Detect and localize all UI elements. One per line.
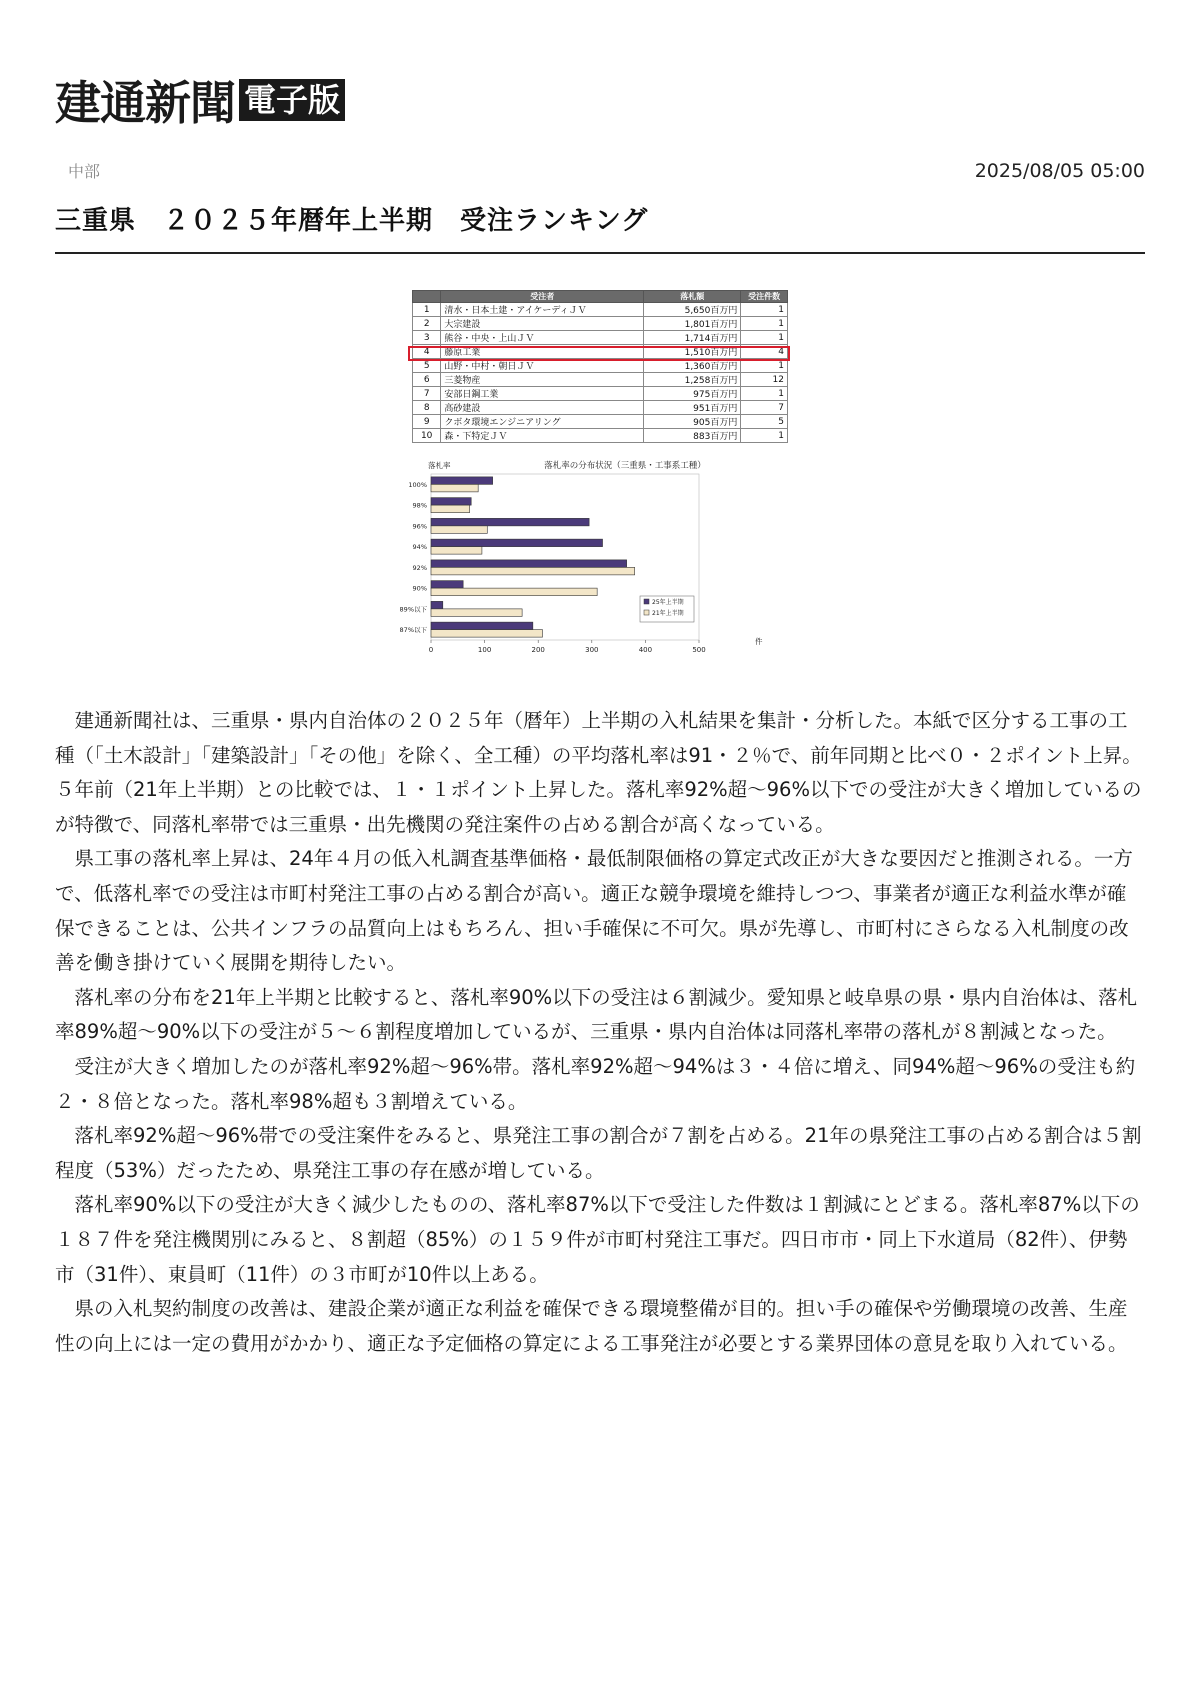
ranking-rank: 8 (413, 401, 441, 415)
masthead-logo (55, 72, 345, 128)
chart-x-tick-label: 0 (428, 646, 434, 654)
ranking-row (413, 331, 788, 345)
ranking-company: 森・下特定ＪＶ (441, 429, 644, 443)
chart-bar (431, 518, 589, 526)
chart-legend-swatch (644, 610, 649, 615)
ranking-count: 1 (741, 317, 788, 331)
ranking-company: 藤原工業 (441, 345, 644, 359)
article-category: 中部 (68, 162, 101, 181)
chart-bar (431, 526, 487, 534)
article-paragraph: 建通新聞社は、三重県・県内自治体の２０２５年（暦年）上半期の入札結果を集計・分析した。本紙で区分する工事の工種（「土木設計」「建築設計」「その他」を除く、全工種）の平均落札率は91・２％で、前年同期と比べ０・２ポイント上昇。５年前（21年上半期）との比較では、１・１ポイント上昇した。落札率92%超～96%以下での受注が大きく増加しているのが特徴で、同落札率帯では三重県・出先機関の発注案件の占める割合が高くなっている。 (55, 709, 1142, 836)
ranking-company: 山野・中村・朝日ＪＶ (441, 359, 644, 373)
chart-x-tick-label: 400 (638, 646, 653, 654)
ranking-count: 1 (741, 387, 788, 401)
chart-category-label: 94% (412, 543, 427, 552)
ranking-company: 清水・日本土建・アイケーディＪＶ (441, 303, 644, 317)
ranking-rank: 4 (413, 345, 441, 359)
article-paragraph: 落札率92%超～96%帯での受注案件をみると、県発注工事の割合が７割を占める。21年の県発注工事の占める割合は５割程度（53%）だったため、県発注工事の存在感が増している。 (55, 1124, 1142, 1182)
chart-bar (431, 484, 478, 492)
chart-bar (431, 622, 533, 630)
ranking-rank: 7 (413, 387, 441, 401)
chart-bar (431, 588, 597, 596)
ranking-row (413, 415, 788, 429)
ranking-header-amount: 落札額 (644, 291, 741, 303)
ranking-company: 熊谷・中央・上山ＪＶ (441, 331, 644, 345)
ranking-amount: 1,360百万円 (644, 359, 741, 373)
chart-category-label: 90% (412, 584, 427, 593)
ranking-company: 安部日鋼工業 (441, 387, 644, 401)
ranking-header-row (413, 291, 788, 303)
ranking-count: 5 (741, 415, 788, 429)
ranking-company: 高砂建設 (441, 401, 644, 415)
chart-bar (431, 630, 542, 638)
ranking-row (413, 303, 788, 317)
chart-y-axis-label: 落札率 (428, 461, 451, 470)
ranking-header-count: 受注件数 (741, 291, 788, 303)
article-date: 2025/08/05 05:00 (974, 160, 1145, 182)
chart-category-label: 100% (408, 480, 427, 489)
ranking-company: 三菱物産 (441, 373, 644, 387)
ranking-amount: 1,801百万円 (644, 317, 741, 331)
ranking-amount: 1,510百万円 (644, 345, 741, 359)
chart-bar (431, 581, 463, 589)
chart-legend-label: 25年上半期 (652, 599, 684, 606)
ranking-company: 大宗建設 (441, 317, 644, 331)
chart-legend-swatch (644, 599, 649, 604)
article-paragraph: 落札率90%以下の受注が大きく減少したものの、落札率87%以下で受注した件数は１割減にとどまる。落札率87%以下の１８７件を発注機関別にみると、８割超（85%）の１５９件が市町村発注工事だ。四日市市・同上下水道局（82件）、伊勢市（31件）、東員町（11件）の３市町が10件以上ある。 (55, 1193, 1140, 1286)
ranking-amount: 951百万円 (644, 401, 741, 415)
chart-x-tick-label: 300 (585, 646, 599, 654)
ranking-rank: 9 (413, 415, 441, 429)
chart-x-tick-label: 200 (531, 646, 545, 654)
masthead-edition: 電子版 (239, 79, 345, 121)
chart-bar (431, 601, 443, 609)
ranking-count: 1 (741, 429, 788, 443)
ranking-count: 1 (741, 303, 788, 317)
ranking-company: クボタ環境エンジニアリング (441, 415, 644, 429)
chart-category-label: 96% (412, 522, 427, 531)
chart-bar (431, 539, 603, 547)
article-headline: 三重県 ２０２５年暦年上半期 受注ランキング (55, 206, 649, 236)
ranking-table (412, 290, 788, 443)
ranking-amount: 1,258百万円 (644, 373, 741, 387)
ranking-amount: 1,714百万円 (644, 331, 741, 345)
ranking-body (413, 303, 788, 443)
ranking-count: 4 (741, 345, 788, 359)
chart-title: 落札率の分布状況（三重県・工事系工種） (544, 461, 706, 471)
ranking-amount: 975百万円 (644, 387, 741, 401)
ranking-count: 1 (741, 331, 788, 345)
article-paragraph: 県工事の落札率上昇は、24年４月の低入札調査基準価格・最低制限価格の算定式改正が大きな要因だと推測される。一方で、低落札率での受注は市町村発注工事の占める割合が高い。適正な競争環境を維持しつつ、事業者が適正な利益水準が確保できることは、公共インフラの品質向上はもちろん、担い手確保に不可欠。県が先導し、市町村にさらなる入札制度の改善を働き掛けていく展開を期待したい。 (55, 847, 1133, 975)
chart-x-tick-label: 500 (692, 646, 706, 654)
ranking-count: 1 (741, 359, 788, 373)
chart-x-tick-label: 100 (477, 646, 492, 654)
chart-bar (431, 567, 635, 575)
ranking-count: 7 (741, 401, 788, 415)
ranking-header-rank (413, 291, 441, 303)
ranking-rank: 5 (413, 359, 441, 373)
chart-category-label: 92% (412, 563, 427, 572)
ranking-rank: 1 (413, 303, 441, 317)
chart-category-label: 87%以下 (400, 626, 427, 635)
headline-divider (55, 252, 1145, 254)
chart-bar (431, 560, 627, 568)
chart-legend-label: 21年上半期 (652, 610, 684, 617)
chart-bar (431, 498, 471, 506)
masthead-name: 建通新聞 (55, 76, 235, 130)
chart-category-label: 89%以下 (400, 605, 427, 614)
ranking-header-name: 受注者 (441, 291, 644, 303)
chart-bar (431, 547, 482, 555)
chart-bar (431, 609, 522, 617)
ranking-amount: 883百万円 (644, 429, 741, 443)
ranking-row (413, 317, 788, 331)
chart-bar (431, 505, 470, 513)
ranking-row (413, 373, 788, 387)
article-body (55, 704, 1145, 1361)
ranking-rank: 10 (413, 429, 441, 443)
ranking-row (413, 387, 788, 401)
ranking-amount: 905百万円 (644, 415, 741, 429)
ranking-amount: 5,650百万円 (644, 303, 741, 317)
article-figure (400, 288, 800, 683)
rate-distribution-chart (400, 458, 800, 698)
ranking-count: 12 (741, 373, 788, 387)
ranking-row (413, 401, 788, 415)
article-paragraph: 受注が大きく増加したのが落札率92%超～96%帯。落札率92%超～94%は３・４倍に増え、同94%超～96%の受注も約２・８倍となった。落札率98%超も３割増えている。 (55, 1054, 1136, 1113)
ranking-rank: 2 (413, 317, 441, 331)
article-paragraph: 落札率の分布を21年上半期と比較すると、落札率90%以下の受注は６割減少。愛知県と岐阜県の県・県内自治体は、落札率89%超～90%以下の受注が５～６割程度増加しているが、三重県・県内自治体は同落札率帯の落札が８割減となった。 (55, 985, 1138, 1044)
ranking-rank: 6 (413, 373, 441, 387)
ranking-highlight-box (408, 346, 790, 361)
ranking-rank: 3 (413, 331, 441, 345)
chart-bar (431, 477, 493, 485)
ranking-row (413, 429, 788, 443)
article-paragraph: 県の入札契約制度の改善は、建設企業が適正な利益を確保できる環境整備が目的。担い手の確保や労働環境の改善、生産性の向上には一定の費用がかかり、適正な予定価格の算定による工事発注が必要とする業界団体の意見を取り入れている。 (55, 1297, 1128, 1355)
chart-x-axis-label: 件 (755, 637, 763, 646)
chart-category-label: 98% (412, 501, 427, 510)
